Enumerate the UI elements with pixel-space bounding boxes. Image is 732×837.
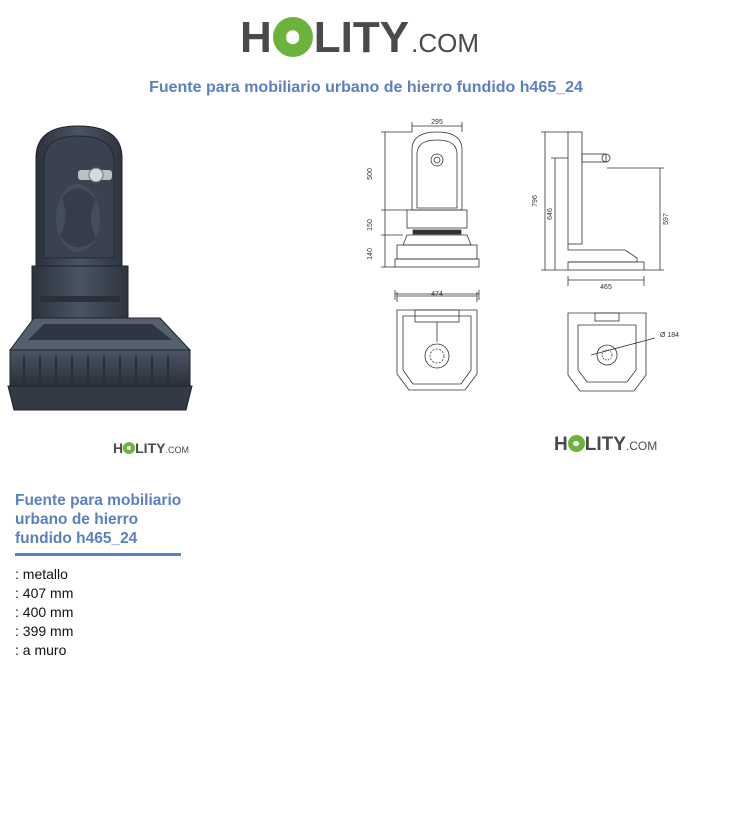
dim-height-597: 597 — [663, 213, 670, 225]
holity-logo-small — [113, 440, 189, 456]
spec-item-material: : metallo — [15, 566, 68, 582]
dim-height-upper: 500 — [367, 168, 374, 180]
logo-letter-h: H — [240, 13, 272, 62]
dim-total-height: 796 — [532, 195, 539, 207]
logo-word: LITY — [135, 440, 166, 456]
section-title: Fuente para mobiliario urbano de hierro fundido h465_24 — [15, 492, 182, 547]
top-view — [397, 292, 477, 390]
dim-base-width: 465 — [600, 284, 612, 291]
logo-domain: .COM — [411, 28, 479, 58]
logo-domain: .COM — [165, 445, 189, 455]
dim-top-width: 295 — [431, 119, 443, 126]
dim-height-base: 140 — [367, 248, 374, 260]
page-title: Fuente para mobiliario urbano de hierro fundido h465_24 — [149, 79, 583, 96]
top-view-right — [568, 313, 655, 391]
holity-logo-small — [554, 433, 657, 456]
logo-letter-h: H — [554, 434, 568, 455]
spec-item-width: : 407 mm — [15, 585, 74, 601]
product-photo — [0, 118, 200, 418]
dim-drain-diameter: Ø 184 — [660, 332, 680, 339]
spec-item-mounting: : a muro — [15, 642, 67, 658]
spec-item-depth: : 400 mm — [15, 604, 74, 620]
logo-word: LITY — [313, 13, 410, 62]
dim-height-mid: 150 — [367, 219, 374, 231]
side-view — [541, 132, 664, 286]
front-view — [381, 122, 479, 300]
logo-letter-h: H — [113, 440, 124, 456]
logo-circle-icon — [123, 442, 135, 454]
logo-circle-icon — [273, 17, 313, 57]
spec-list — [15, 565, 73, 660]
logo-domain: .COM — [625, 439, 658, 453]
section-divider — [15, 553, 181, 556]
dim-basin-width: 474 — [431, 291, 443, 298]
logo-word: LITY — [584, 434, 626, 455]
technical-drawing — [355, 110, 680, 400]
logo-circle-icon — [568, 435, 585, 452]
spec-item-height: : 399 mm — [15, 623, 74, 639]
dim-height-646: 646 — [547, 208, 554, 220]
holity-logo[interactable] — [240, 12, 479, 63]
